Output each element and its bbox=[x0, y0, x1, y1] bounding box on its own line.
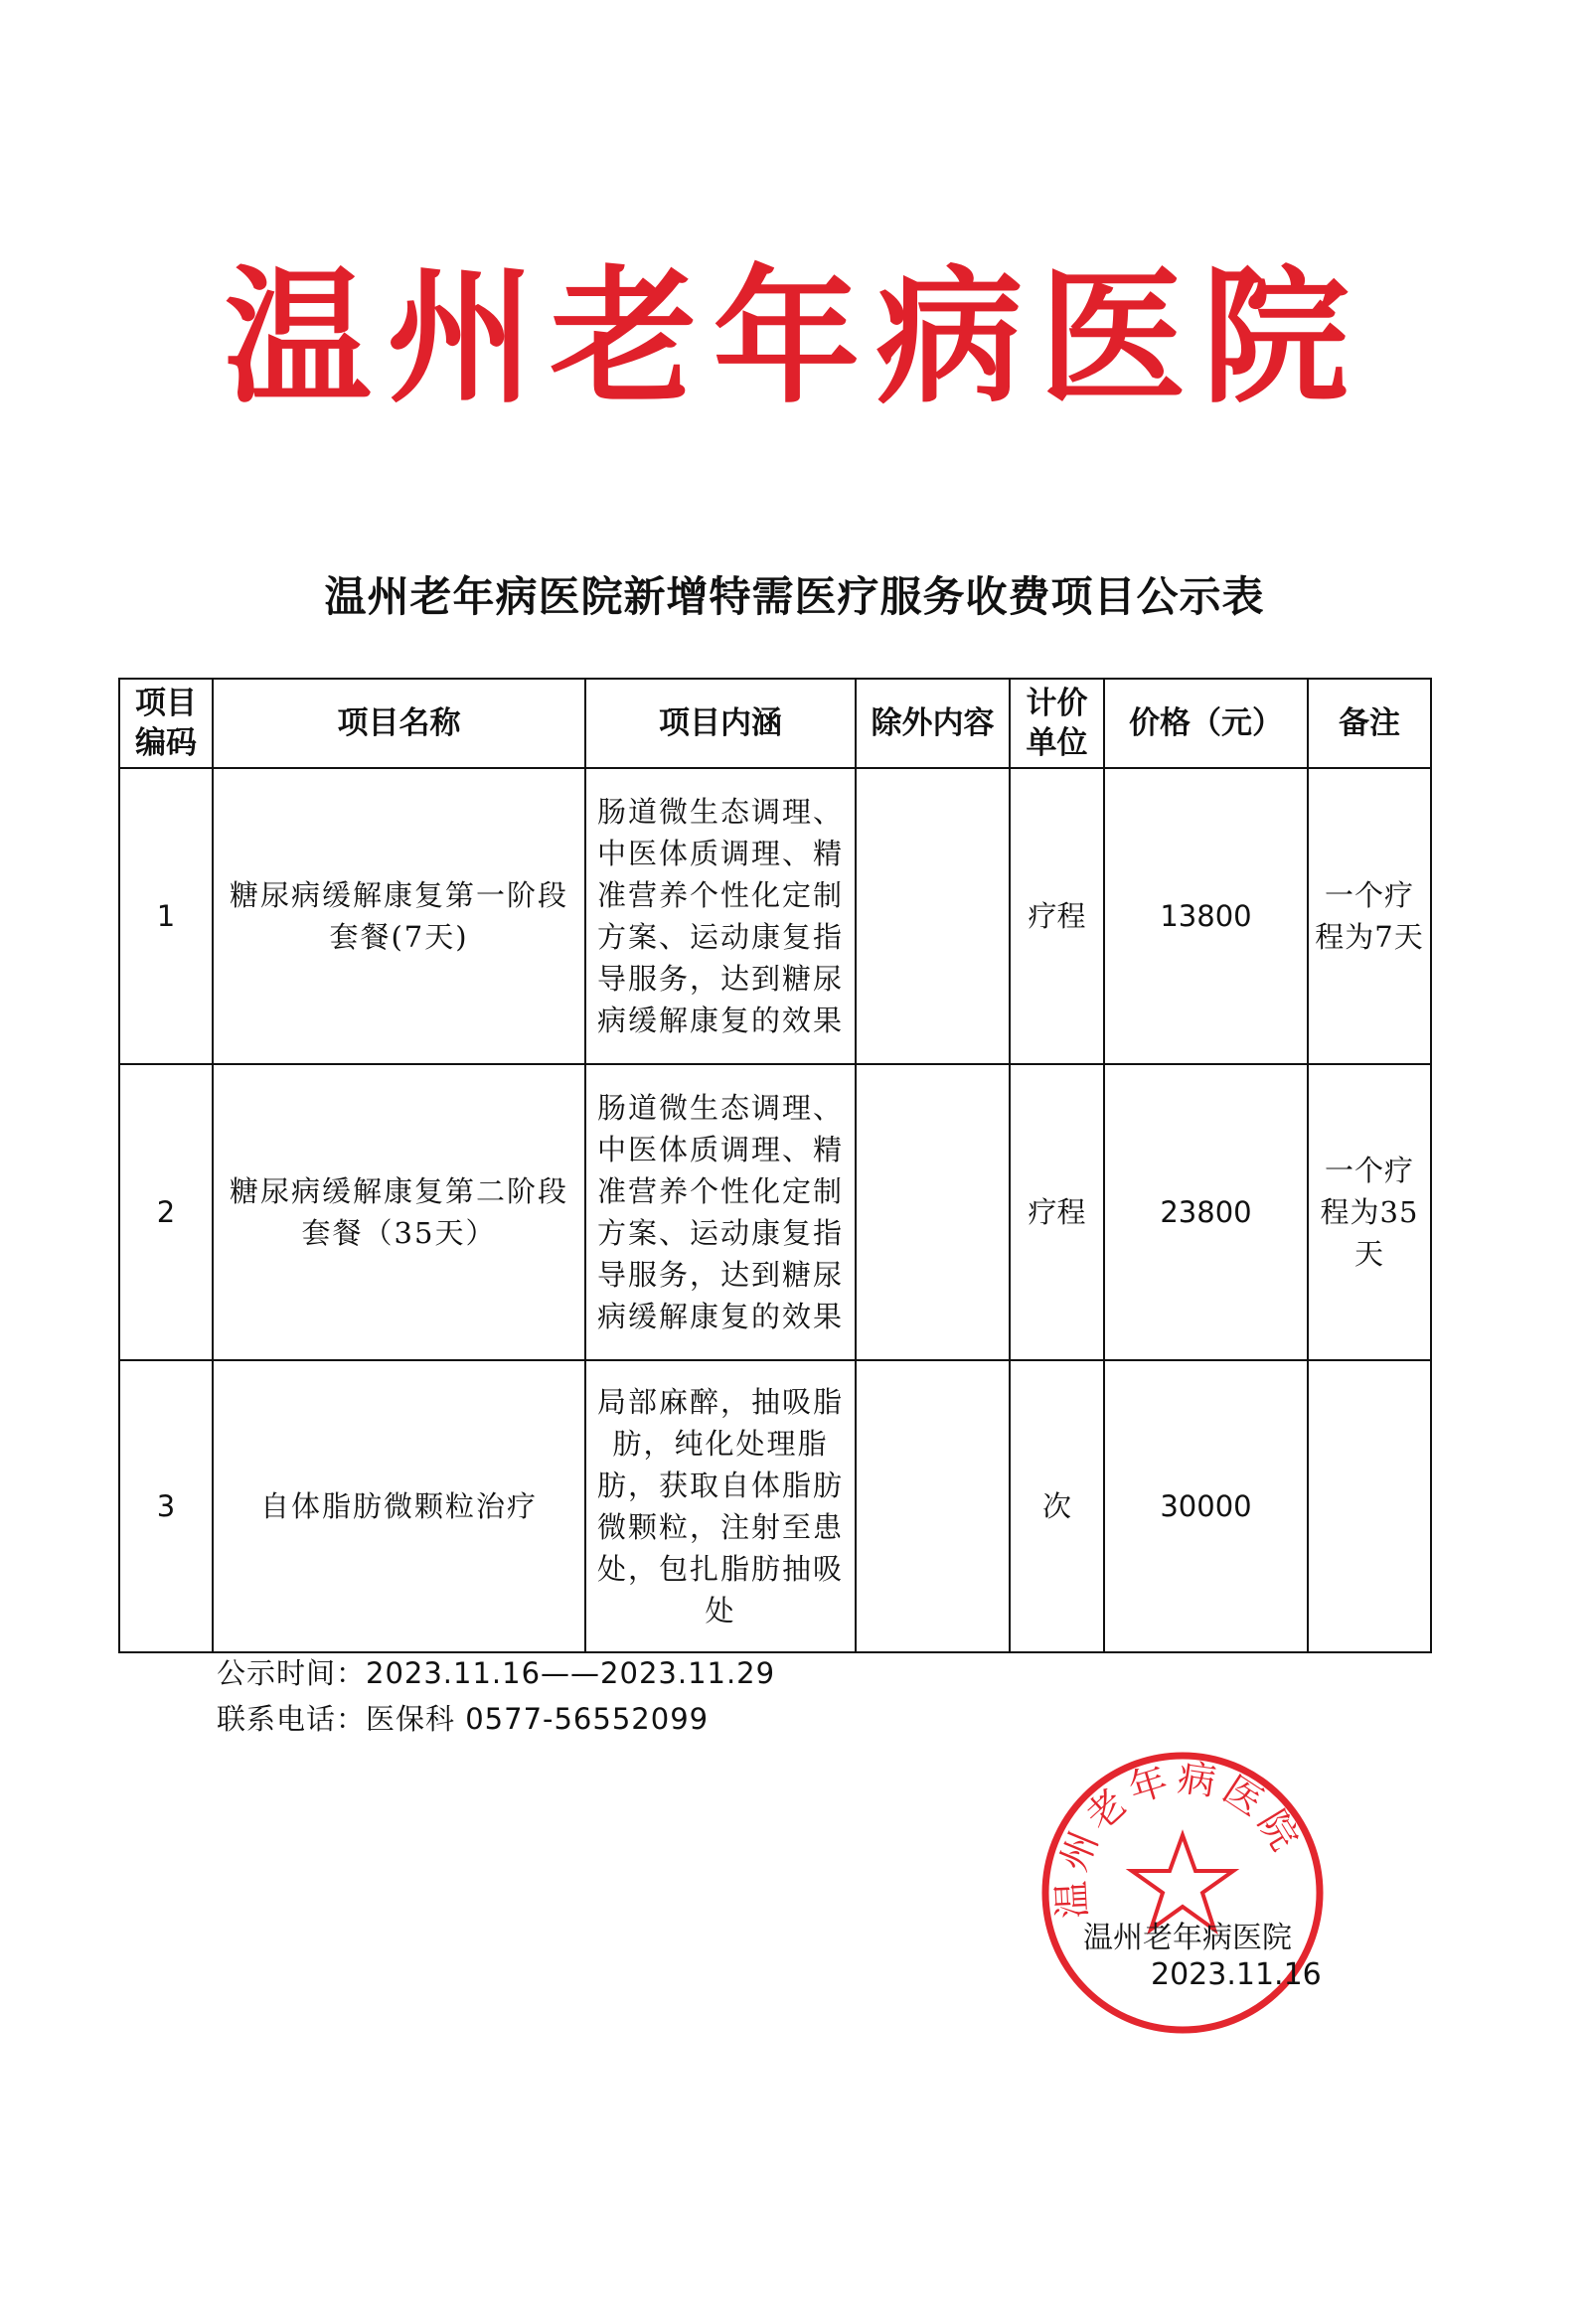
row-content: 肠道微生态调理、中医体质调理、精准营养个性化定制方案、运动康复指导服务，达到糖尿病缓解康复的效果 bbox=[585, 1064, 856, 1360]
column-header-name: 项目名称 bbox=[213, 679, 585, 768]
table-row bbox=[119, 1360, 1431, 1652]
column-header-note: 备注 bbox=[1308, 679, 1431, 768]
row-unit: 疗程 bbox=[1010, 1064, 1104, 1360]
row-exclusions bbox=[856, 768, 1010, 1064]
table-header-row bbox=[119, 679, 1431, 768]
row-exclusions bbox=[856, 1360, 1010, 1652]
row-name: 自体脂肪微颗粒治疗 bbox=[213, 1360, 585, 1652]
row-exclusions bbox=[856, 1064, 1010, 1360]
table-row bbox=[119, 1064, 1431, 1360]
row-price: 30000 bbox=[1104, 1360, 1308, 1652]
hospital-header-title: 温州老年病医院 bbox=[224, 250, 1365, 423]
row-note: 一个疗程为35天 bbox=[1308, 1064, 1431, 1360]
row-content: 肠道微生态调理、中医体质调理、精准营养个性化定制方案、运动康复指导服务，达到糖尿病缓解康复的效果 bbox=[585, 768, 856, 1064]
column-header-content: 项目内涵 bbox=[585, 679, 856, 768]
row-price: 23800 bbox=[1104, 1064, 1308, 1360]
row-code: 2 bbox=[119, 1064, 213, 1360]
row-unit: 疗程 bbox=[1010, 768, 1104, 1064]
signature-date: 2023.11.16 bbox=[1151, 1957, 1322, 1992]
row-note bbox=[1308, 1360, 1431, 1652]
column-header-price: 价格（元） bbox=[1104, 679, 1308, 768]
publicity-period: 公示时间：2023.11.16——2023.11.29 bbox=[217, 1656, 776, 1690]
row-price: 13800 bbox=[1104, 768, 1308, 1064]
row-name: 糖尿病缓解康复第二阶段套餐（35天） bbox=[213, 1064, 585, 1360]
row-code: 1 bbox=[119, 768, 213, 1064]
row-unit: 次 bbox=[1010, 1360, 1104, 1652]
row-name: 糖尿病缓解康复第一阶段套餐(7天) bbox=[213, 768, 585, 1064]
column-header-code: 项目编码 bbox=[119, 679, 213, 768]
official-seal bbox=[1033, 1744, 1332, 2042]
row-note: 一个疗程为7天 bbox=[1308, 768, 1431, 1064]
row-content: 局部麻醉，抽吸脂肪，纯化处理脂肪，获取自体脂肪微颗粒，注射至患处，包扎脂肪抽吸处 bbox=[585, 1360, 856, 1652]
document-title: 温州老年病医院新增特需医疗服务收费项目公示表 bbox=[324, 572, 1265, 621]
seal-text: 温州老年病医院 bbox=[1048, 1755, 1311, 1921]
row-code: 3 bbox=[119, 1360, 213, 1652]
table-row bbox=[119, 768, 1431, 1064]
fee-table bbox=[118, 678, 1432, 1653]
contact-phone: 联系电话：医保科 0577-56552099 bbox=[217, 1702, 710, 1736]
svg-text:温州老年病医院 bbox=[1048, 1756, 1310, 1920]
column-header-exclusions: 除外内容 bbox=[856, 679, 1010, 768]
signature-org: 温州老年病医院 bbox=[1083, 1921, 1292, 1955]
column-header-unit: 计价单位 bbox=[1010, 679, 1104, 768]
